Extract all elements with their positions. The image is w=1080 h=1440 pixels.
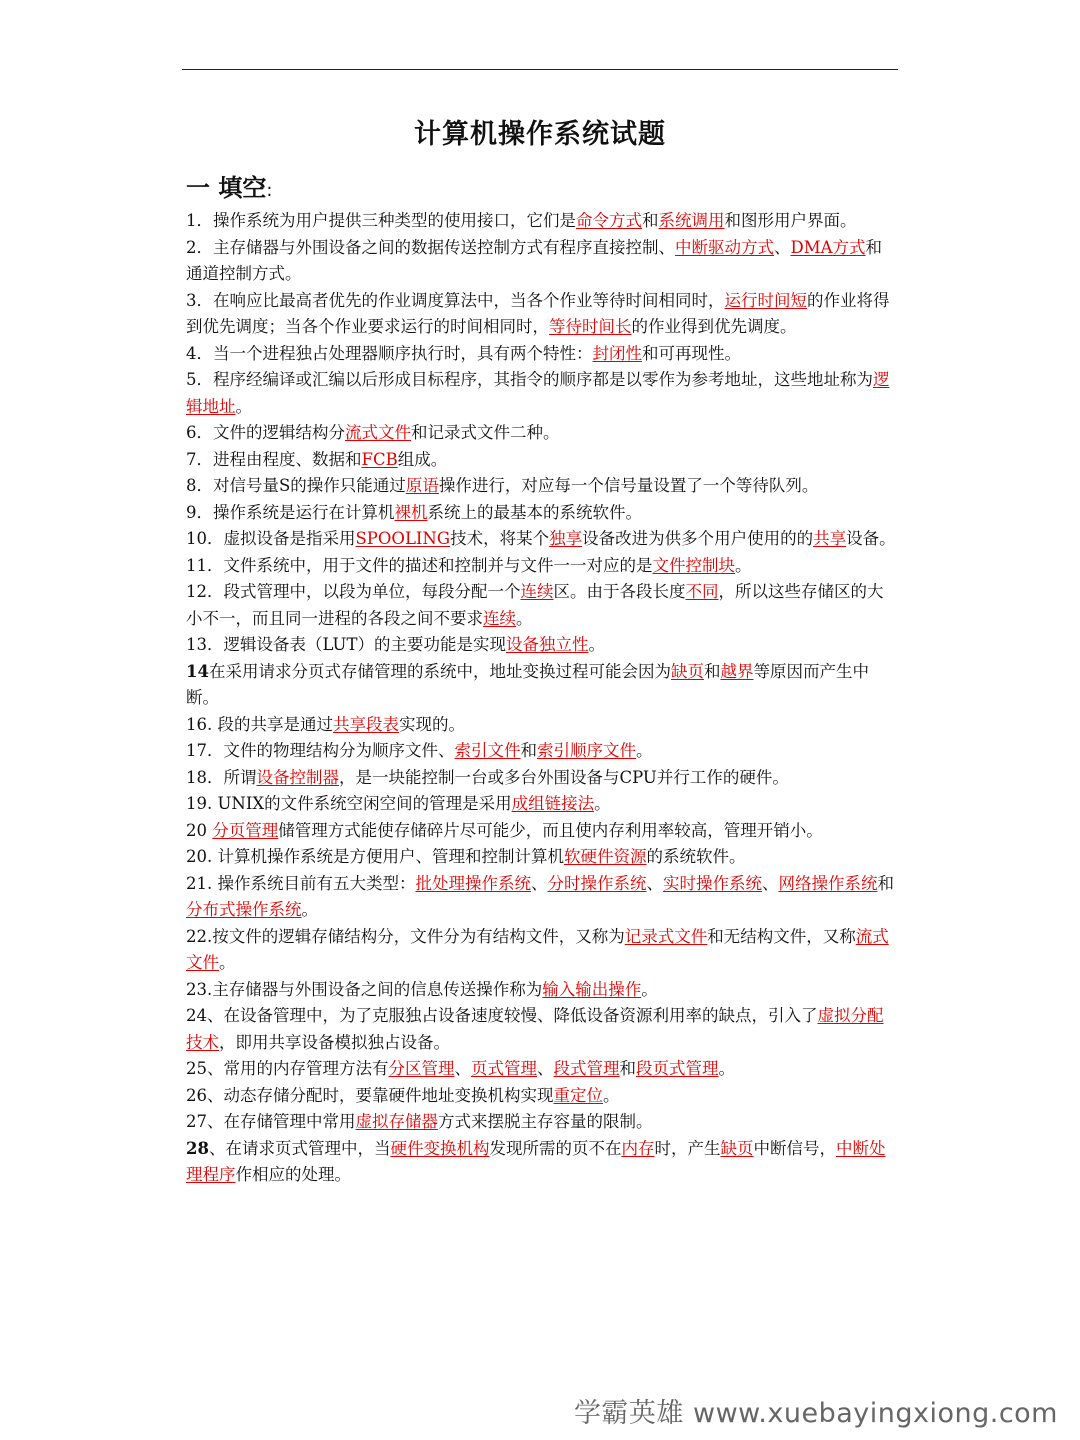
question-item bbox=[186, 1109, 898, 1136]
question-text: 的作业得到优先调度。 bbox=[631, 317, 797, 336]
question-item bbox=[186, 844, 898, 871]
question-text: 和通道控制方式。 bbox=[186, 237, 883, 283]
question-text: 设备改进为供多个用户使用的的 bbox=[582, 529, 814, 548]
question-text: 。 bbox=[235, 396, 252, 416]
section-colon: : bbox=[266, 180, 273, 201]
answer-text: 分时操作系统 bbox=[547, 873, 647, 893]
header-rule bbox=[182, 69, 898, 70]
question-text: 4．当一个进程独占处理器顺序执行时，具有两个特性： bbox=[186, 343, 593, 363]
answer-text: 记录式文件 bbox=[624, 926, 708, 946]
answer-text: 硬件变换机构 bbox=[390, 1138, 490, 1158]
question-text: ，即用共享设备模拟独占设备。 bbox=[219, 1032, 450, 1052]
question-text: 等原因而产生中断。 bbox=[186, 661, 869, 707]
answer-text: 共享 bbox=[813, 529, 847, 548]
question-text: 在采用请求分页式存储管理的系统中，地址变换过程可能会因为 bbox=[208, 661, 671, 681]
question-text: 和记录式文件二种。 bbox=[411, 423, 560, 442]
answer-text: 虚拟存储器 bbox=[355, 1112, 438, 1131]
answer-text: 裸机 bbox=[394, 502, 428, 522]
question-text: 22.按文件的逻辑存储结构分，文件分为有结构文件，又称为 bbox=[186, 926, 625, 946]
answer-text: 连续 bbox=[483, 608, 516, 628]
answer-text: 缺页 bbox=[670, 661, 704, 681]
question-text: 和 bbox=[703, 661, 721, 681]
answer-text: 运行时间短 bbox=[724, 290, 807, 310]
question-text: 作相应的处理。 bbox=[235, 1165, 351, 1184]
question-item bbox=[186, 579, 898, 632]
question-list bbox=[186, 208, 898, 1189]
question-text: 12．段式管理中，以段为单位，每段分配一个 bbox=[186, 582, 521, 601]
question-item bbox=[186, 1136, 898, 1189]
question-text: 。 bbox=[516, 608, 533, 628]
question-text: 24、在设备管理中，为了克服独占设备速度较慢、降低设备资源利用率的缺点，引入了 bbox=[186, 1006, 818, 1025]
question-text: 、 bbox=[762, 873, 779, 893]
question-text: 9．操作系统是运行在计算机 bbox=[186, 502, 395, 522]
question-text: 。 bbox=[718, 1059, 735, 1078]
question-text: 。 bbox=[636, 741, 653, 760]
question-text: 21. 操作系统目前有五大类型： bbox=[186, 873, 416, 893]
question-item bbox=[186, 712, 898, 739]
question-text: 5．程序经编译或汇编以后形成目标程序，其指令的顺序都是以零作为参考地址，这些地址称为 bbox=[186, 370, 873, 389]
question-text: 1．操作系统为用户提供三种类型的使用接口，它们是 bbox=[186, 211, 576, 230]
answer-text: 命令方式 bbox=[576, 211, 642, 230]
answer-text: 文件控制块 bbox=[652, 555, 735, 575]
question-text: 储管理方式能使存储碎片尽可能少，而且使内存利用率较高，管理开销小。 bbox=[278, 820, 823, 840]
question-text: ，是一块能控制一台或多台外围设备与CPU并行工作的硬件。 bbox=[339, 767, 789, 787]
answer-text: SPOOLING bbox=[355, 529, 451, 548]
answer-text: 网络操作系统 bbox=[778, 873, 878, 893]
answer-text: 软硬件资源 bbox=[564, 847, 647, 866]
question-item bbox=[186, 1056, 898, 1083]
question-text: 13．逻辑设备表（LUT）的主要功能是实现 bbox=[186, 635, 506, 654]
answer-text: 等待时间长 bbox=[549, 317, 632, 336]
answer-text: 批处理操作系统 bbox=[415, 873, 531, 893]
question-item bbox=[186, 659, 898, 712]
question-item bbox=[186, 738, 898, 765]
question-number: 14 bbox=[186, 661, 209, 681]
answer-text: 段页式管理 bbox=[636, 1059, 719, 1078]
question-text: 的系统软件。 bbox=[646, 847, 746, 866]
answer-text: 中断驱动方式 bbox=[675, 237, 774, 257]
question-text: 26、动态存储分配时，要靠硬件地址变换机构实现 bbox=[186, 1085, 554, 1105]
question-text: 中断信号， bbox=[753, 1138, 836, 1158]
answer-text: 流式文件 bbox=[345, 423, 411, 442]
question-text: 11．文件系统中，用于文件的描述和控制并与文件一一对应的是 bbox=[186, 555, 653, 575]
question-text: 的作业将得到优先调度；当各个作业要求运行的时间相同时， bbox=[186, 290, 890, 336]
question-text: 发现所需的页不在 bbox=[489, 1138, 622, 1158]
answer-text: 连续 bbox=[520, 582, 554, 601]
question-text: 19. UNIX的文件系统空闲空间的管理是采用 bbox=[186, 794, 512, 813]
question-number: 28 bbox=[186, 1138, 209, 1158]
answer-text: 独享 bbox=[549, 529, 583, 548]
question-text: 20. 计算机操作系统是方便用户、管理和控制计算机 bbox=[186, 847, 564, 866]
answer-text: 系统调用 bbox=[658, 211, 725, 230]
question-text: 2．主存储器与外围设备之间的数据传送控制方式有程序直接控制、 bbox=[186, 237, 675, 257]
question-text: 。 bbox=[641, 979, 658, 999]
question-item bbox=[186, 924, 898, 977]
question-text: 18．所谓 bbox=[186, 767, 257, 787]
question-text: ，所以这些存储区的大小不一，而且同一进程的各段之间不要求 bbox=[186, 582, 884, 628]
question-text: 8．对信号量S的操作只能通过 bbox=[186, 476, 406, 495]
answer-text: 索引顺序文件 bbox=[537, 741, 636, 760]
answer-text: 缺页 bbox=[720, 1138, 754, 1158]
question-item bbox=[186, 871, 898, 924]
question-text: 设备。 bbox=[846, 529, 896, 548]
question-text: 。 bbox=[301, 900, 318, 919]
answer-text: 逻辑地址 bbox=[186, 370, 890, 416]
section-heading bbox=[186, 168, 272, 203]
question-text: 和 bbox=[520, 741, 537, 760]
answer-text: 分页管理 bbox=[212, 820, 279, 840]
question-item bbox=[186, 341, 898, 368]
question-item bbox=[186, 632, 898, 659]
question-text: 17．文件的物理结构分为顺序文件、 bbox=[186, 741, 455, 760]
question-item bbox=[186, 765, 898, 792]
question-text: 、 bbox=[774, 237, 791, 257]
answer-text: 中断处理程序 bbox=[186, 1138, 886, 1184]
question-item bbox=[186, 288, 898, 341]
question-text: 操作进行，对应每一个信号量设置了一个等待队列。 bbox=[438, 476, 819, 495]
answer-text: 设备独立性 bbox=[505, 635, 589, 654]
answer-text: 分区管理 bbox=[388, 1059, 455, 1078]
question-text: 区。由于各段长度 bbox=[553, 582, 686, 601]
question-text: 和可再现性。 bbox=[642, 343, 741, 363]
question-text: 、 bbox=[646, 873, 663, 893]
page-title: 计算机操作系统试题 bbox=[414, 119, 666, 150]
question-item bbox=[186, 235, 898, 288]
question-item bbox=[186, 208, 898, 235]
question-item bbox=[186, 1083, 898, 1110]
question-text: 和图形用户界面。 bbox=[724, 211, 857, 230]
question-text: 20 bbox=[186, 820, 213, 840]
question-text: 。 bbox=[603, 1085, 620, 1105]
section-label: 一 填空 bbox=[186, 174, 267, 202]
question-text: 、 bbox=[537, 1059, 554, 1078]
question-text: 、在请求页式管理中，当 bbox=[208, 1138, 391, 1158]
answer-text: DMA方式 bbox=[790, 237, 866, 257]
question-item bbox=[186, 447, 898, 474]
question-text: 方式来摆脱主存容量的限制。 bbox=[438, 1112, 653, 1131]
question-text: 技术，将某个 bbox=[450, 529, 550, 548]
answer-text: 封闭性 bbox=[592, 343, 642, 363]
question-text: 、 bbox=[454, 1059, 471, 1078]
answer-text: 段式管理 bbox=[553, 1059, 620, 1078]
answer-text: 页式管理 bbox=[471, 1059, 537, 1078]
question-item bbox=[186, 977, 898, 1004]
question-text: 时，产生 bbox=[654, 1138, 721, 1158]
answer-text: 分布式操作系统 bbox=[186, 900, 302, 919]
answer-text: 流式文件 bbox=[186, 926, 889, 972]
answer-text: 原语 bbox=[405, 476, 439, 495]
question-text: 。 bbox=[588, 635, 605, 654]
question-text: 27、在存储管理中常用 bbox=[186, 1112, 356, 1131]
question-text: 7．进程由程度、数据和 bbox=[186, 449, 362, 469]
question-item bbox=[186, 526, 898, 553]
question-text: 10．虚拟设备是指采用 bbox=[186, 529, 356, 548]
question-text: 和 bbox=[877, 873, 894, 893]
question-text: 。 bbox=[219, 953, 236, 972]
answer-text: 实时操作系统 bbox=[663, 873, 762, 893]
watermark: 学霸英雄 www.xuebayingxiong.com bbox=[573, 1398, 1058, 1429]
question-text: 。 bbox=[594, 794, 611, 813]
question-item bbox=[186, 420, 898, 447]
answer-text: 重定位 bbox=[553, 1085, 603, 1105]
answer-text: FCB bbox=[361, 449, 398, 469]
question-text: 25、常用的内存管理方法有 bbox=[186, 1059, 389, 1078]
question-item bbox=[186, 791, 898, 818]
question-item bbox=[186, 818, 898, 845]
answer-text: 设备控制器 bbox=[256, 767, 339, 787]
question-text: 和 bbox=[642, 211, 659, 230]
question-text: 。 bbox=[735, 555, 752, 575]
question-text: 16. 段的共享是通过 bbox=[186, 714, 333, 734]
question-text: 组成。 bbox=[397, 449, 448, 469]
question-text: 23.主存储器与外围设备之间的信息传送操作称为 bbox=[186, 979, 543, 999]
answer-text: 共享段表 bbox=[333, 714, 399, 734]
question-item bbox=[186, 473, 898, 500]
question-item bbox=[186, 553, 898, 580]
answer-text: 成组链接法 bbox=[511, 794, 595, 813]
question-text: 实现的。 bbox=[399, 714, 465, 734]
answer-text: 索引文件 bbox=[454, 741, 521, 760]
question-text: 3．在响应比最高者优先的作业调度算法中，当各个作业等待时间相同时， bbox=[186, 290, 725, 310]
question-text: 和无结构文件，又称 bbox=[707, 926, 856, 946]
question-text: 系统上的最基本的系统软件。 bbox=[427, 502, 642, 522]
question-item bbox=[186, 1003, 898, 1056]
answer-text: 越界 bbox=[720, 661, 754, 681]
answer-text: 输入输出操作 bbox=[542, 979, 642, 999]
question-text: 6．文件的逻辑结构分 bbox=[186, 423, 345, 442]
answer-text: 内存 bbox=[621, 1138, 655, 1158]
question-text: 、 bbox=[531, 873, 548, 893]
question-text: 和 bbox=[619, 1059, 636, 1078]
answer-text: 虚拟分配技术 bbox=[186, 1006, 884, 1052]
question-item bbox=[186, 500, 898, 527]
answer-text: 不同 bbox=[685, 582, 719, 601]
question-item bbox=[186, 367, 898, 420]
